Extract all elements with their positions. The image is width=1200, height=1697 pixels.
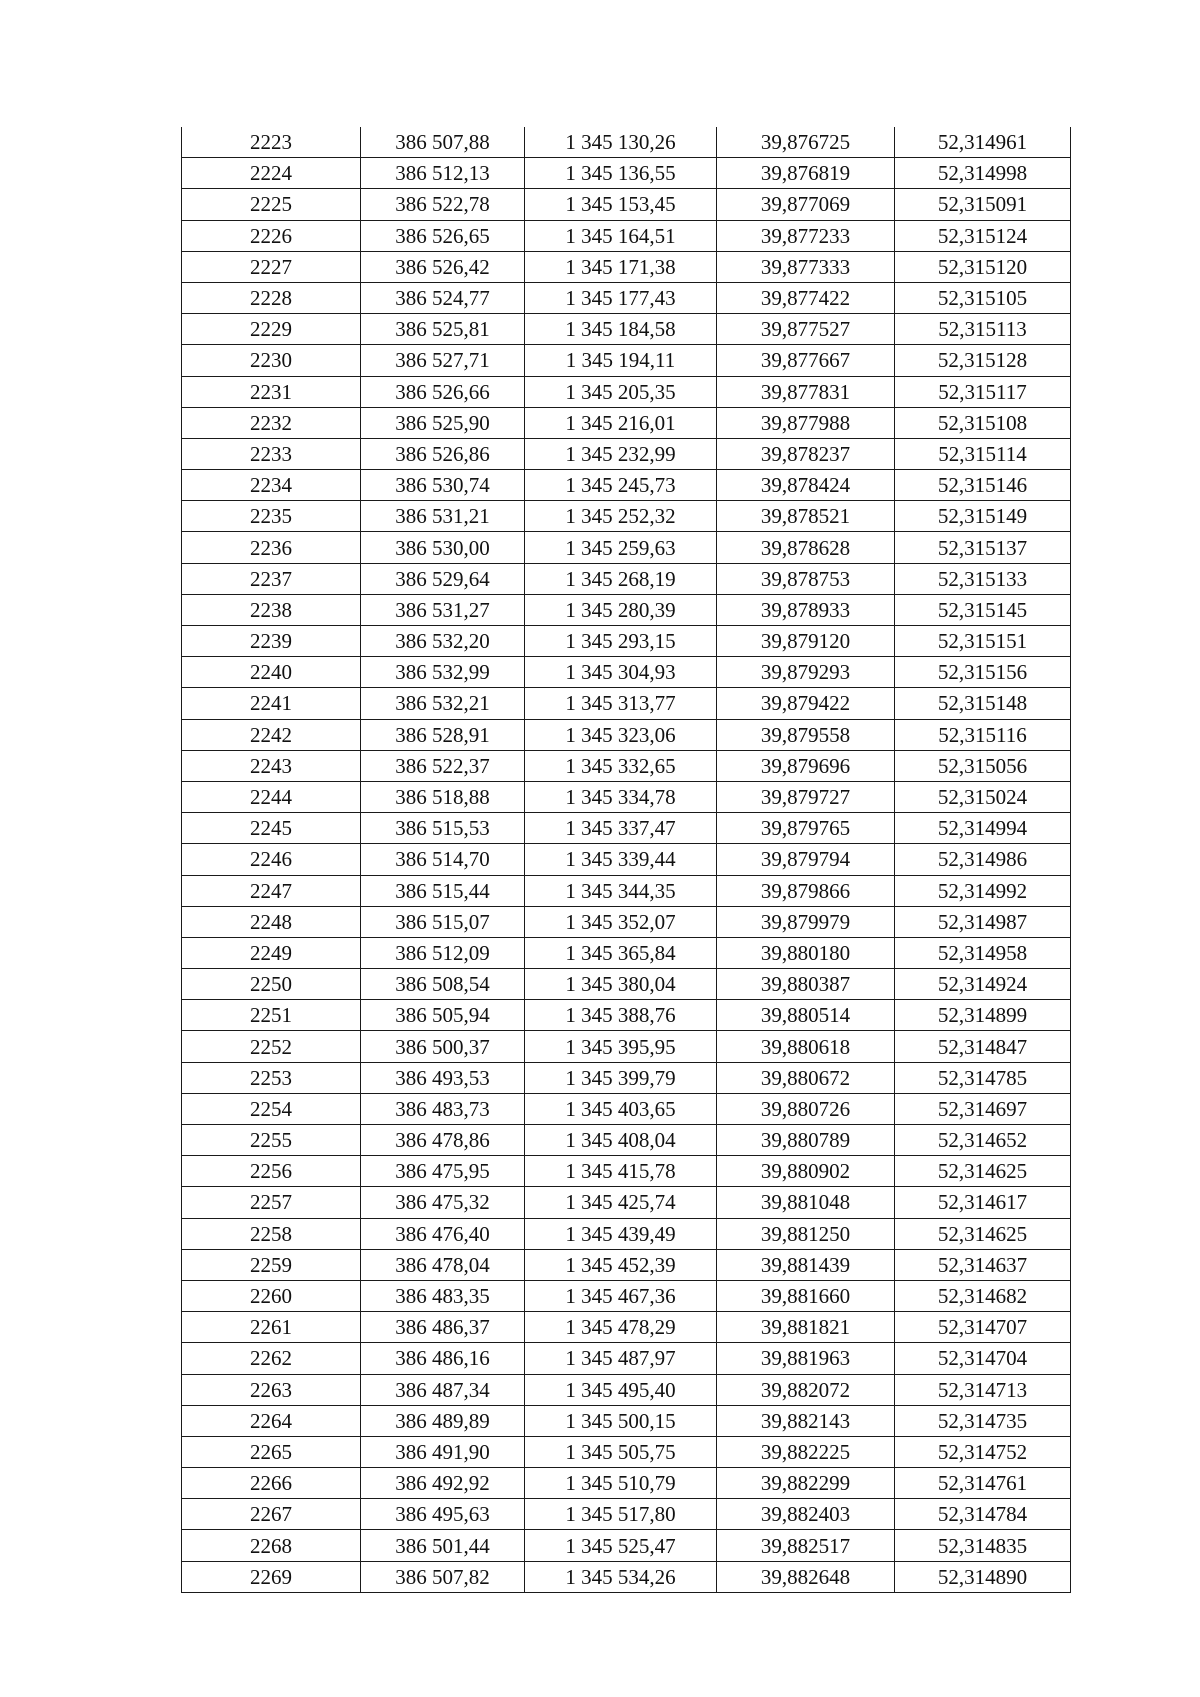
y-coordinate-cell: 1 345 216,01 <box>525 407 717 438</box>
table-row <box>182 158 1071 189</box>
latitude-cell: 52,314625 <box>895 1218 1071 1249</box>
y-coordinate-cell: 1 345 332,65 <box>525 750 717 781</box>
point-number-cell: 2268 <box>182 1530 361 1561</box>
table-row <box>182 1561 1071 1592</box>
point-number-cell: 2232 <box>182 407 361 438</box>
x-coordinate-cell: 386 522,37 <box>361 750 525 781</box>
latitude-cell: 52,314617 <box>895 1187 1071 1218</box>
x-coordinate-cell: 386 524,77 <box>361 282 525 313</box>
table-row <box>182 1156 1071 1187</box>
x-coordinate-cell: 386 515,44 <box>361 875 525 906</box>
latitude-cell: 52,315148 <box>895 688 1071 719</box>
longitude-cell: 39,879727 <box>717 781 895 812</box>
y-coordinate-cell: 1 345 415,78 <box>525 1156 717 1187</box>
table-row <box>182 1312 1071 1343</box>
latitude-cell: 52,314987 <box>895 906 1071 937</box>
latitude-cell: 52,314961 <box>895 127 1071 158</box>
table-row <box>182 1468 1071 1499</box>
x-coordinate-cell: 386 478,04 <box>361 1249 525 1280</box>
table-row <box>182 1530 1071 1561</box>
table-row <box>182 1031 1071 1062</box>
latitude-cell: 52,314924 <box>895 969 1071 1000</box>
point-number-cell: 2265 <box>182 1436 361 1467</box>
table-row <box>182 906 1071 937</box>
longitude-cell: 39,877233 <box>717 220 895 251</box>
x-coordinate-cell: 386 487,34 <box>361 1374 525 1405</box>
latitude-cell: 52,314899 <box>895 1000 1071 1031</box>
point-number-cell: 2242 <box>182 719 361 750</box>
x-coordinate-cell: 386 531,21 <box>361 501 525 532</box>
table-row <box>182 532 1071 563</box>
longitude-cell: 39,880902 <box>717 1156 895 1187</box>
y-coordinate-cell: 1 345 205,35 <box>525 376 717 407</box>
y-coordinate-cell: 1 345 500,15 <box>525 1405 717 1436</box>
point-number-cell: 2241 <box>182 688 361 719</box>
longitude-cell: 39,877667 <box>717 345 895 376</box>
longitude-cell: 39,880789 <box>717 1125 895 1156</box>
latitude-cell: 52,315108 <box>895 407 1071 438</box>
table-row <box>182 781 1071 812</box>
table-row <box>182 1093 1071 1124</box>
y-coordinate-cell: 1 345 136,55 <box>525 158 717 189</box>
latitude-cell: 52,315056 <box>895 750 1071 781</box>
latitude-cell: 52,314847 <box>895 1031 1071 1062</box>
table-row <box>182 470 1071 501</box>
y-coordinate-cell: 1 345 344,35 <box>525 875 717 906</box>
y-coordinate-cell: 1 345 399,79 <box>525 1062 717 1093</box>
x-coordinate-cell: 386 483,35 <box>361 1280 525 1311</box>
longitude-cell: 39,879866 <box>717 875 895 906</box>
table-row <box>182 1374 1071 1405</box>
x-coordinate-cell: 386 525,90 <box>361 407 525 438</box>
table-row <box>182 1343 1071 1374</box>
x-coordinate-cell: 386 486,16 <box>361 1343 525 1374</box>
y-coordinate-cell: 1 345 252,32 <box>525 501 717 532</box>
x-coordinate-cell: 386 530,00 <box>361 532 525 563</box>
x-coordinate-cell: 386 518,88 <box>361 781 525 812</box>
point-number-cell: 2229 <box>182 314 361 345</box>
latitude-cell: 52,314994 <box>895 813 1071 844</box>
y-coordinate-cell: 1 345 153,45 <box>525 189 717 220</box>
point-number-cell: 2263 <box>182 1374 361 1405</box>
point-number-cell: 2254 <box>182 1093 361 1124</box>
table-row <box>182 657 1071 688</box>
latitude-cell: 52,314735 <box>895 1405 1071 1436</box>
longitude-cell: 39,879422 <box>717 688 895 719</box>
longitude-cell: 39,880618 <box>717 1031 895 1062</box>
x-coordinate-cell: 386 475,32 <box>361 1187 525 1218</box>
longitude-cell: 39,878237 <box>717 438 895 469</box>
longitude-cell: 39,876819 <box>717 158 895 189</box>
point-number-cell: 2238 <box>182 594 361 625</box>
y-coordinate-cell: 1 345 334,78 <box>525 781 717 812</box>
x-coordinate-cell: 386 529,64 <box>361 563 525 594</box>
longitude-cell: 39,878424 <box>717 470 895 501</box>
x-coordinate-cell: 386 522,78 <box>361 189 525 220</box>
y-coordinate-cell: 1 345 232,99 <box>525 438 717 469</box>
x-coordinate-cell: 386 493,53 <box>361 1062 525 1093</box>
point-number-cell: 2233 <box>182 438 361 469</box>
longitude-cell: 39,878628 <box>717 532 895 563</box>
longitude-cell: 39,879794 <box>717 844 895 875</box>
x-coordinate-cell: 386 478,86 <box>361 1125 525 1156</box>
x-coordinate-cell: 386 507,88 <box>361 127 525 158</box>
y-coordinate-cell: 1 345 177,43 <box>525 282 717 313</box>
coordinates-table-body <box>182 127 1071 1592</box>
y-coordinate-cell: 1 345 408,04 <box>525 1125 717 1156</box>
longitude-cell: 39,881048 <box>717 1187 895 1218</box>
table-row <box>182 189 1071 220</box>
y-coordinate-cell: 1 345 245,73 <box>525 470 717 501</box>
latitude-cell: 52,315120 <box>895 251 1071 282</box>
latitude-cell: 52,314752 <box>895 1436 1071 1467</box>
point-number-cell: 2250 <box>182 969 361 1000</box>
table-row <box>182 251 1071 282</box>
y-coordinate-cell: 1 345 452,39 <box>525 1249 717 1280</box>
point-number-cell: 2224 <box>182 158 361 189</box>
longitude-cell: 39,881821 <box>717 1312 895 1343</box>
latitude-cell: 52,315149 <box>895 501 1071 532</box>
latitude-cell: 52,314625 <box>895 1156 1071 1187</box>
x-coordinate-cell: 386 530,74 <box>361 470 525 501</box>
latitude-cell: 52,315124 <box>895 220 1071 251</box>
x-coordinate-cell: 386 532,99 <box>361 657 525 688</box>
longitude-cell: 39,879696 <box>717 750 895 781</box>
longitude-cell: 39,877422 <box>717 282 895 313</box>
latitude-cell: 52,315133 <box>895 563 1071 594</box>
x-coordinate-cell: 386 515,07 <box>361 906 525 937</box>
longitude-cell: 39,882517 <box>717 1530 895 1561</box>
point-number-cell: 2247 <box>182 875 361 906</box>
longitude-cell: 39,877988 <box>717 407 895 438</box>
y-coordinate-cell: 1 345 304,93 <box>525 657 717 688</box>
longitude-cell: 39,878753 <box>717 563 895 594</box>
y-coordinate-cell: 1 345 467,36 <box>525 1280 717 1311</box>
longitude-cell: 39,877333 <box>717 251 895 282</box>
longitude-cell: 39,880387 <box>717 969 895 1000</box>
latitude-cell: 52,314958 <box>895 937 1071 968</box>
latitude-cell: 52,314890 <box>895 1561 1071 1592</box>
x-coordinate-cell: 386 500,37 <box>361 1031 525 1062</box>
latitude-cell: 52,315117 <box>895 376 1071 407</box>
table-row <box>182 594 1071 625</box>
x-coordinate-cell: 386 526,42 <box>361 251 525 282</box>
y-coordinate-cell: 1 345 280,39 <box>525 594 717 625</box>
longitude-cell: 39,880514 <box>717 1000 895 1031</box>
x-coordinate-cell: 386 505,94 <box>361 1000 525 1031</box>
y-coordinate-cell: 1 345 352,07 <box>525 906 717 937</box>
y-coordinate-cell: 1 345 323,06 <box>525 719 717 750</box>
longitude-cell: 39,882299 <box>717 1468 895 1499</box>
y-coordinate-cell: 1 345 510,79 <box>525 1468 717 1499</box>
table-row <box>182 1405 1071 1436</box>
table-row <box>182 438 1071 469</box>
point-number-cell: 2256 <box>182 1156 361 1187</box>
y-coordinate-cell: 1 345 380,04 <box>525 969 717 1000</box>
y-coordinate-cell: 1 345 403,65 <box>525 1093 717 1124</box>
longitude-cell: 39,877069 <box>717 189 895 220</box>
table-row <box>182 750 1071 781</box>
point-number-cell: 2262 <box>182 1343 361 1374</box>
latitude-cell: 52,314986 <box>895 844 1071 875</box>
y-coordinate-cell: 1 345 184,58 <box>525 314 717 345</box>
table-row <box>182 220 1071 251</box>
table-row <box>182 1499 1071 1530</box>
table-row <box>182 937 1071 968</box>
latitude-cell: 52,315116 <box>895 719 1071 750</box>
x-coordinate-cell: 386 486,37 <box>361 1312 525 1343</box>
latitude-cell: 52,315113 <box>895 314 1071 345</box>
longitude-cell: 39,878521 <box>717 501 895 532</box>
x-coordinate-cell: 386 495,63 <box>361 1499 525 1530</box>
latitude-cell: 52,315128 <box>895 345 1071 376</box>
longitude-cell: 39,880672 <box>717 1062 895 1093</box>
table-row <box>182 376 1071 407</box>
longitude-cell: 39,882403 <box>717 1499 895 1530</box>
longitude-cell: 39,879765 <box>717 813 895 844</box>
y-coordinate-cell: 1 345 293,15 <box>525 626 717 657</box>
x-coordinate-cell: 386 489,89 <box>361 1405 525 1436</box>
x-coordinate-cell: 386 512,13 <box>361 158 525 189</box>
point-number-cell: 2257 <box>182 1187 361 1218</box>
table-row <box>182 345 1071 376</box>
y-coordinate-cell: 1 345 525,47 <box>525 1530 717 1561</box>
y-coordinate-cell: 1 345 268,19 <box>525 563 717 594</box>
x-coordinate-cell: 386 527,71 <box>361 345 525 376</box>
x-coordinate-cell: 386 526,86 <box>361 438 525 469</box>
x-coordinate-cell: 386 483,73 <box>361 1093 525 1124</box>
table-row <box>182 1249 1071 1280</box>
latitude-cell: 52,315156 <box>895 657 1071 688</box>
longitude-cell: 39,879120 <box>717 626 895 657</box>
point-number-cell: 2253 <box>182 1062 361 1093</box>
latitude-cell: 52,315091 <box>895 189 1071 220</box>
y-coordinate-cell: 1 345 478,29 <box>525 1312 717 1343</box>
table-row <box>182 813 1071 844</box>
longitude-cell: 39,876725 <box>717 127 895 158</box>
table-row <box>182 282 1071 313</box>
table-row <box>182 314 1071 345</box>
y-coordinate-cell: 1 345 339,44 <box>525 844 717 875</box>
latitude-cell: 52,314707 <box>895 1312 1071 1343</box>
table-row <box>182 501 1071 532</box>
x-coordinate-cell: 386 515,53 <box>361 813 525 844</box>
x-coordinate-cell: 386 526,65 <box>361 220 525 251</box>
latitude-cell: 52,314998 <box>895 158 1071 189</box>
latitude-cell: 52,315024 <box>895 781 1071 812</box>
longitude-cell: 39,881250 <box>717 1218 895 1249</box>
y-coordinate-cell: 1 345 130,26 <box>525 127 717 158</box>
point-number-cell: 2259 <box>182 1249 361 1280</box>
point-number-cell: 2234 <box>182 470 361 501</box>
y-coordinate-cell: 1 345 164,51 <box>525 220 717 251</box>
table-row <box>182 719 1071 750</box>
point-number-cell: 2251 <box>182 1000 361 1031</box>
y-coordinate-cell: 1 345 425,74 <box>525 1187 717 1218</box>
table-row <box>182 127 1071 158</box>
table-row <box>182 688 1071 719</box>
table-row <box>182 1280 1071 1311</box>
table-row <box>182 1062 1071 1093</box>
y-coordinate-cell: 1 345 439,49 <box>525 1218 717 1249</box>
longitude-cell: 39,879558 <box>717 719 895 750</box>
x-coordinate-cell: 386 492,92 <box>361 1468 525 1499</box>
point-number-cell: 2264 <box>182 1405 361 1436</box>
point-number-cell: 2243 <box>182 750 361 781</box>
x-coordinate-cell: 386 532,20 <box>361 626 525 657</box>
longitude-cell: 39,881439 <box>717 1249 895 1280</box>
latitude-cell: 52,315137 <box>895 532 1071 563</box>
y-coordinate-cell: 1 345 259,63 <box>525 532 717 563</box>
point-number-cell: 2267 <box>182 1499 361 1530</box>
longitude-cell: 39,881963 <box>717 1343 895 1374</box>
point-number-cell: 2255 <box>182 1125 361 1156</box>
x-coordinate-cell: 386 528,91 <box>361 719 525 750</box>
point-number-cell: 2260 <box>182 1280 361 1311</box>
longitude-cell: 39,877831 <box>717 376 895 407</box>
table-row <box>182 626 1071 657</box>
point-number-cell: 2225 <box>182 189 361 220</box>
x-coordinate-cell: 386 531,27 <box>361 594 525 625</box>
latitude-cell: 52,315151 <box>895 626 1071 657</box>
x-coordinate-cell: 386 475,95 <box>361 1156 525 1187</box>
longitude-cell: 39,877527 <box>717 314 895 345</box>
point-number-cell: 2266 <box>182 1468 361 1499</box>
table-row <box>182 407 1071 438</box>
latitude-cell: 52,314761 <box>895 1468 1071 1499</box>
point-number-cell: 2249 <box>182 937 361 968</box>
table-row <box>182 875 1071 906</box>
x-coordinate-cell: 386 491,90 <box>361 1436 525 1467</box>
latitude-cell: 52,314652 <box>895 1125 1071 1156</box>
point-number-cell: 2236 <box>182 532 361 563</box>
point-number-cell: 2252 <box>182 1031 361 1062</box>
longitude-cell: 39,878933 <box>717 594 895 625</box>
latitude-cell: 52,314637 <box>895 1249 1071 1280</box>
longitude-cell: 39,881660 <box>717 1280 895 1311</box>
x-coordinate-cell: 386 512,09 <box>361 937 525 968</box>
longitude-cell: 39,880726 <box>717 1093 895 1124</box>
latitude-cell: 52,314785 <box>895 1062 1071 1093</box>
point-number-cell: 2226 <box>182 220 361 251</box>
longitude-cell: 39,880180 <box>717 937 895 968</box>
latitude-cell: 52,314697 <box>895 1093 1071 1124</box>
y-coordinate-cell: 1 345 388,76 <box>525 1000 717 1031</box>
table-row <box>182 1125 1071 1156</box>
latitude-cell: 52,315114 <box>895 438 1071 469</box>
point-number-cell: 2245 <box>182 813 361 844</box>
latitude-cell: 52,314704 <box>895 1343 1071 1374</box>
table-row <box>182 969 1071 1000</box>
point-number-cell: 2261 <box>182 1312 361 1343</box>
coordinates-table <box>181 127 1071 1593</box>
point-number-cell: 2244 <box>182 781 361 812</box>
latitude-cell: 52,315146 <box>895 470 1071 501</box>
x-coordinate-cell: 386 501,44 <box>361 1530 525 1561</box>
y-coordinate-cell: 1 345 395,95 <box>525 1031 717 1062</box>
point-number-cell: 2239 <box>182 626 361 657</box>
y-coordinate-cell: 1 345 365,84 <box>525 937 717 968</box>
y-coordinate-cell: 1 345 495,40 <box>525 1374 717 1405</box>
point-number-cell: 2248 <box>182 906 361 937</box>
latitude-cell: 52,315145 <box>895 594 1071 625</box>
longitude-cell: 39,882072 <box>717 1374 895 1405</box>
point-number-cell: 2231 <box>182 376 361 407</box>
latitude-cell: 52,315105 <box>895 282 1071 313</box>
point-number-cell: 2240 <box>182 657 361 688</box>
table-row <box>182 1436 1071 1467</box>
y-coordinate-cell: 1 345 517,80 <box>525 1499 717 1530</box>
latitude-cell: 52,314835 <box>895 1530 1071 1561</box>
longitude-cell: 39,882225 <box>717 1436 895 1467</box>
y-coordinate-cell: 1 345 194,11 <box>525 345 717 376</box>
x-coordinate-cell: 386 525,81 <box>361 314 525 345</box>
y-coordinate-cell: 1 345 337,47 <box>525 813 717 844</box>
table-row <box>182 1218 1071 1249</box>
latitude-cell: 52,314713 <box>895 1374 1071 1405</box>
table-row <box>182 563 1071 594</box>
latitude-cell: 52,314682 <box>895 1280 1071 1311</box>
x-coordinate-cell: 386 508,54 <box>361 969 525 1000</box>
y-coordinate-cell: 1 345 487,97 <box>525 1343 717 1374</box>
point-number-cell: 2228 <box>182 282 361 313</box>
point-number-cell: 2246 <box>182 844 361 875</box>
y-coordinate-cell: 1 345 534,26 <box>525 1561 717 1592</box>
latitude-cell: 52,314992 <box>895 875 1071 906</box>
y-coordinate-cell: 1 345 313,77 <box>525 688 717 719</box>
x-coordinate-cell: 386 532,21 <box>361 688 525 719</box>
table-row <box>182 1000 1071 1031</box>
y-coordinate-cell: 1 345 505,75 <box>525 1436 717 1467</box>
table-row <box>182 1187 1071 1218</box>
x-coordinate-cell: 386 514,70 <box>361 844 525 875</box>
x-coordinate-cell: 386 476,40 <box>361 1218 525 1249</box>
point-number-cell: 2230 <box>182 345 361 376</box>
x-coordinate-cell: 386 507,82 <box>361 1561 525 1592</box>
point-number-cell: 2258 <box>182 1218 361 1249</box>
point-number-cell: 2235 <box>182 501 361 532</box>
latitude-cell: 52,314784 <box>895 1499 1071 1530</box>
longitude-cell: 39,879293 <box>717 657 895 688</box>
point-number-cell: 2269 <box>182 1561 361 1592</box>
longitude-cell: 39,879979 <box>717 906 895 937</box>
point-number-cell: 2237 <box>182 563 361 594</box>
longitude-cell: 39,882648 <box>717 1561 895 1592</box>
longitude-cell: 39,882143 <box>717 1405 895 1436</box>
point-number-cell: 2227 <box>182 251 361 282</box>
table-row <box>182 844 1071 875</box>
x-coordinate-cell: 386 526,66 <box>361 376 525 407</box>
point-number-cell: 2223 <box>182 127 361 158</box>
y-coordinate-cell: 1 345 171,38 <box>525 251 717 282</box>
